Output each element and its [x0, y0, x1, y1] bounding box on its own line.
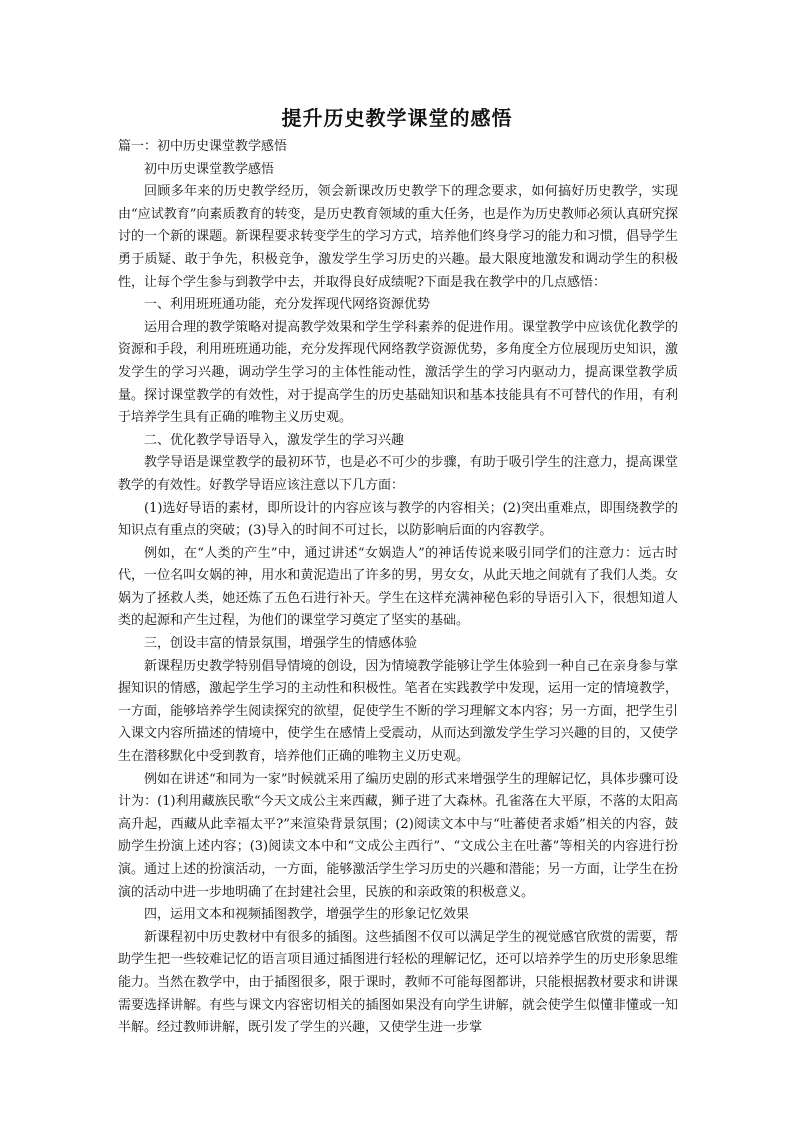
paragraph: 教学导语是课堂教学的最初环节，也是必不可少的步骤，有助于吸引学生的注意力，提高课堂教学的有效性。好教学导语应该注意以下几方面： [118, 455, 678, 493]
paragraph: 新课程初中历史教材中有很多的插图。这些插图不仅可以满足学生的视觉感官欣赏的需要，帮助学生把一些较难记忆的语言项目通过插图进行轻松的理解记忆，还可以培养学生的历史形象思维能力。当然在教学中，由于插图很多，限于课时，教师不可能每图都讲，只能根据教材要求和讲课需要选择讲解。有些与课文内容密切相关的插图如果没有向学生讲解，就会使学生似懂非懂或一知半解。经过教师讲解，既引发了学生的兴趣，又使学生进一步掌 [118, 929, 678, 1036]
article-subtitle: 初中历史课堂教学感悟 [144, 161, 275, 177]
subheading: 四，运用文本和视频插图教学，增强学生的形象记忆效果 [144, 907, 470, 923]
subheading: 二、优化教学导语导入，激发学生的学习兴趣 [144, 432, 405, 448]
paragraph: (1)选好导语的素材，即所设计的内容应该与教学的内容相关；(2)突出重难点，即围绕教学的知识点有重点的突破；(3)导入的时间不可过长，以防影响后面的内容教学。 [118, 500, 678, 539]
paragraph: 回顾多年来的历史教学经历，领会新课改历史教学下的理念要求，如何搞好历史教学，实现由“应试教育”向素质教育的转变，是历史教育领域的重大任务，也是作为历史教师必须认真研究探讨的一个新的课题。新课程要求转变学生的学习方式，培养他们终身学习的能力和习惯，倡导学生勇于质疑、敢于争先，积极竞争，激发学生学习历史的兴趣。最大限度地激发和调动学生的积极性，让每个学生参与到教学中去，并取得良好成绩呢?下面是我在教学中的几点感悟： [118, 184, 678, 290]
document-title: 提升历史教学课堂的感悟 [281, 106, 513, 130]
subheading: 一、利用班班通功能，充分发挥现代网络资源优势 [144, 297, 431, 313]
paragraph: 例如，在“人类的产生”中，通过讲述“女娲造人”的神话传说来吸引同学们的注意力：远古时代，一位名叫女娲的神，用水和黄泥造出了许多的男，男女女，从此天地之间就有了我们人类。女娲为了拯救人类，她还炼了五色石进行补天。学生在这样充满神秘色彩的导语引入下，很想知道人类的起源和产生过程，为他们的课堂学习奠定了坚实的基础。 [118, 545, 678, 629]
section-heading: 篇一：初中历史课堂教学感悟 [118, 139, 288, 154]
subheading: 三，创设丰富的情景氛围，增强学生的情感体验 [144, 636, 418, 652]
document-body [118, 136, 678, 1040]
paragraph: 运用合理的教学策略对提高教学效果和学生学科素养的促进作用。课堂教学中应该优化教学的资源和手段，利用班班通功能，充分发挥现代网络教学资源优势，多角度全方位展现历史知识，激发学生的学习兴趣，调动学生学习的主体性能动性，激活学生的学习内驱动力，提高课堂教学质量。探讨课堂教学的有效性，对于提高学生的历史基础知识和基本技能具有不可替代的作用，有利于培养学生具有正确的唯物主义历史观。 [118, 319, 678, 426]
paragraph: 新课程历史教学特别倡导情境的创设，因为情境教学能够让学生体验到一种自己在亲身参与掌握知识的情感，激起学生学习的主动性和积极性。笔者在实践教学中发现，运用一定的情境教学，一方面，能够培养学生阅读探究的欲望，促使学生不断的学习理解文本内容；另一方面，把学生引入课文内容所描述的情境中，使学生在感情上受震动，从而达到激发学生学习兴趣的目的，又使学生在潜移默化中受到教育，培养他们正确的唯物主义历史观。 [118, 658, 678, 765]
paragraph: 例如在讲述“和同为一家”时候就采用了编历史剧的形式来增强学生的理解记忆，具体步骤可设计为：(1)利用藏族民歌“今天文成公主来西藏，狮子进了大森林。孔雀落在大平原，不落的太阳高高升起，西藏从此幸福太平?”来渲染背景氛围；(2)阅读文本中与“吐蕃使者求婚”相关的内容，鼓励学生扮演上述内容；(3)阅读文本中和“文成公主西行”、“文成公主在吐蕃”等相关的内容进行扮演。通过上述的扮演活动，一方面，能够激活学生学习历史的兴趣和潜能；另一方面，让学生在扮演的活动中进一步地明确了在封建社会里，民族的和亲政策的积极意义。 [118, 771, 678, 900]
